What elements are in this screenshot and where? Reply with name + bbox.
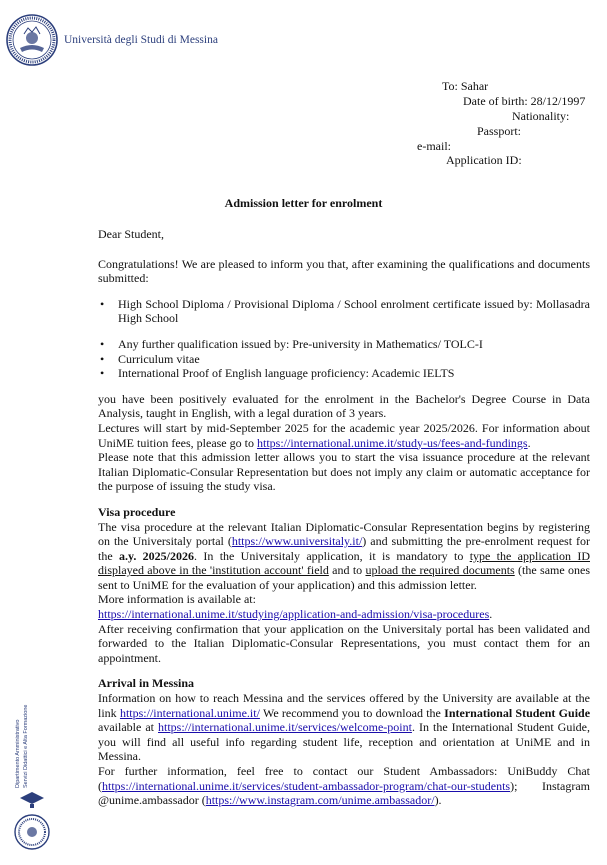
recipient-dob: Date of birth: 28/12/1997 <box>463 94 586 108</box>
application-id-instruction: type the application ID displayed above in the 'institution account' field <box>98 548 590 578</box>
letter-body <box>98 227 590 808</box>
letter-title: Admission letter for enrolment <box>224 196 383 210</box>
more-info-label: More information is available at: <box>98 592 256 607</box>
salutation: Dear Student, <box>98 227 164 241</box>
list-item: • International Proof of English language proficiency: Academic IELTS <box>98 366 590 381</box>
arrival-heading: Arrival in Messina <box>98 676 194 691</box>
fees-link[interactable]: https://international.unime.it/study-us/fees-and-fundings <box>256 435 528 450</box>
intro-paragraph: Congratulations! We are pleased to inform you that, after examining the qualifications and documents submitted: <box>98 256 590 286</box>
universitaly-link[interactable]: https://www.universitaly.it/ <box>231 534 363 549</box>
procedures-line: https://international.unime.it/studying/application-and-admission/visa-procedures. <box>98 607 493 622</box>
documents-list-2 <box>98 337 590 381</box>
recipient-application-id: Application ID: <box>446 153 522 167</box>
documents-list <box>98 297 590 326</box>
recipient-passport: Passport: <box>477 124 522 138</box>
department-logo <box>12 788 52 854</box>
lectures-paragraph: Lectures will start by mid-September 2025 for the academic year 2025/2026. For information about UniME tuition fees, please go to https://international.unime.it/study-us/fees-and-fundings. <box>98 420 590 450</box>
upload-documents-instruction: upload the required documents <box>365 563 515 578</box>
evaluation-paragraph: you have been positively evaluated for the enrolment in the Bachelor's Degree Course in Data Analysis, taught in English, with a legal duration of 3 years. <box>98 391 590 421</box>
visa-note-paragraph: Please note that this admission letter allows you to start the visa issuance procedure at the relevant Italian Diplomatic-Consular Representation but does not imply any claim or automatic acceptance for the purpose of issuing the study visa. <box>98 450 590 494</box>
international-link[interactable]: https://international.unime.it/ <box>119 705 260 720</box>
student-guide-title: International Student Guide <box>444 705 591 720</box>
university-name: Università degli Studi di Messina <box>64 34 218 46</box>
visa-paragraph: The visa procedure at the relevant Italian Diplomatic-Consular Representation begins by registering on the Universitaly portal (https://www.universitaly.it/) and submitting the pre-enrolment request for the a.y. 2025/2026. In the Universitaly application, it is mandatory to type the application ID displayed above in the 'institution account' field and to upload the required documents (the same ones sent to UniME for the evaluation of your application) and this admission letter. <box>98 519 591 592</box>
university-seal-logo <box>6 14 58 66</box>
ambassador-paragraph: For further information, feel free to contact our Student Ambassadors: UniBuddy Chat (https://international.unime.it/services/student-ambassador-program/chat-our-students); Instagram @unime.ambassador (https://www.instagram.com/unime.ambassador/). <box>98 764 590 808</box>
recipient-email: e-mail: <box>417 139 451 153</box>
recipient-to: To: Sahar <box>442 79 489 93</box>
list-item: • Curriculum vitae <box>98 352 590 367</box>
unibuddy-chat-link[interactable]: https://international.unime.it/services/student-ambassador-program/chat-our-students <box>102 778 511 793</box>
list-item: • Any further qualification issued by: Pre-university in Mathematics/ TOLC-I <box>98 337 590 352</box>
instagram-link[interactable]: https://www.instagram.com/unime.ambassador/ <box>205 793 435 808</box>
appointment-paragraph: After receiving confirmation that your application on the Universitaly portal has been validated and forwarded to the Italian Diplomatic-Consular Representations, you must contact them for an appointment. <box>98 621 590 665</box>
arrival-paragraph: Information on how to reach Messina and the services offered by the University are available at the link https://international.unime.it/ We recommend you to download the International Student Guide available at https://international.unime.it/services/welcome-point. In the International Student Guide, you will find all useful info regarding student life, reception and orientation at UniME and in Messina. <box>98 691 591 764</box>
list-item: • High School Diploma / Provisional Diploma / School enrolment certificate issued by: Mollasadra High School <box>98 297 590 326</box>
lectures-text: Lectures will start by mid-September 2025 for the academic year 2025/2026. For information about UniME tuition fees, please go to <box>98 420 590 450</box>
welcome-point-link[interactable]: https://international.unime.it/services/welcome-point <box>158 720 412 735</box>
visa-heading: Visa procedure <box>98 504 176 519</box>
department-side-label: Dipartimento Amministrativo Servizi Didattici e Alta Formazione <box>15 704 29 788</box>
recipient-nationality: Nationality: <box>512 109 570 123</box>
visa-procedures-link[interactable]: https://international.unime.it/studying/application-and-admission/visa-procedures <box>98 607 490 622</box>
academic-year: a.y. 2025/2026 <box>119 548 195 563</box>
